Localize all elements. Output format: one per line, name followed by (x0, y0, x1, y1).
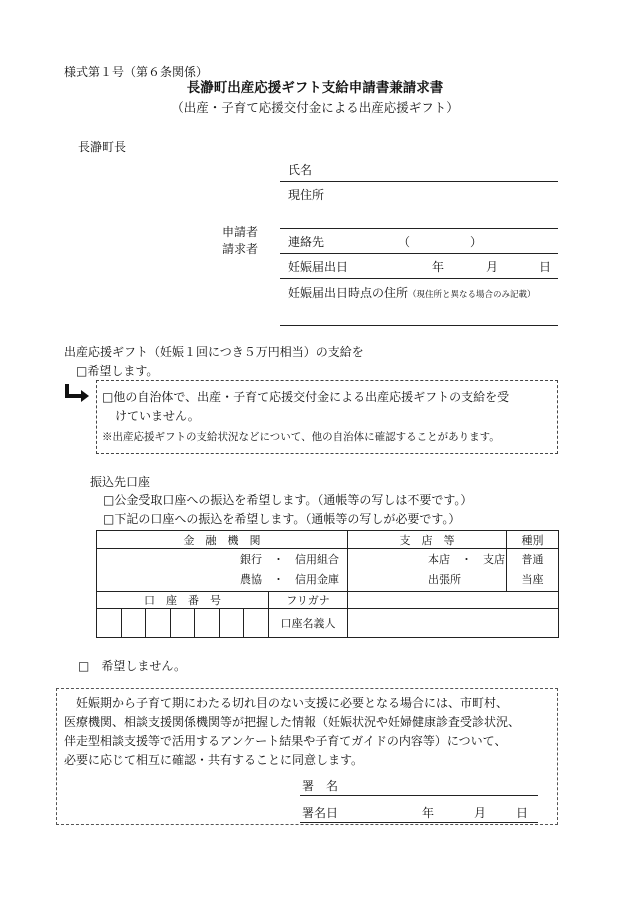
branch-cell[interactable] (348, 549, 507, 592)
bank-types-line2: 農協 ・ 信用金庫 (240, 573, 339, 586)
table-row (97, 592, 559, 609)
consent-line2: 医療機関、相談支援関係機関等が把握した情報（妊娠状況や妊婦健康診査受診状況、 (64, 715, 521, 729)
name-underline (280, 181, 558, 182)
other-municipality-line2: けていません。 (115, 409, 200, 423)
account-type-ordinary: 普通 (521, 553, 544, 566)
claimant-label: 請求者 (222, 242, 259, 256)
consent-line4: 必要に応じて相互に確認・共有することに同意します。 (64, 753, 364, 767)
header-type: 種別 (507, 531, 559, 549)
pregnancy-day: 日 (539, 260, 552, 274)
form-number: 様式第１号（第６条関係） (64, 65, 209, 79)
signature-label: 署 名 (302, 779, 339, 793)
pregnancy-year: 年 (432, 260, 445, 274)
contact-underline (280, 253, 558, 254)
address-underline (280, 228, 558, 229)
branch-types-line2: 出張所 (428, 573, 461, 586)
pregnancy-date-label: 妊娠届出日 (288, 260, 349, 274)
signature-day: 日 (516, 806, 529, 820)
furigana-label: フリガナ (269, 592, 348, 609)
signature-date-label: 署名日 (302, 806, 339, 820)
branch-types-line1: 本店 ・ 支店 (428, 553, 505, 566)
account-number-digits[interactable] (97, 609, 269, 638)
other-municipality-check[interactable]: □他の自治体で、出産・子育て応援交付金による出産応援ギフトの支給を受 (102, 390, 510, 404)
bank-table (96, 530, 559, 638)
table-row (97, 531, 559, 549)
name-label: 氏名 (288, 163, 313, 177)
gift-question: 出産応援ギフト（妊娠１回につき５万円相当）の支給を (64, 345, 364, 359)
bank-name-cell[interactable] (97, 549, 348, 592)
contact-paren-open: （ (398, 235, 411, 249)
pregnancy-address-note: （現住所と異なる場合のみ記載） (408, 290, 536, 300)
pregnancy-address-label: 妊娠届出日時点の住所（現住所と異なる場合のみ記載） (288, 286, 536, 300)
consent-line1: 妊娠期から子育て期にわたる切れ目のない支援に必要となる場合には、市町村、 (76, 696, 509, 710)
header-institution: 金 融 機 関 (97, 531, 348, 549)
table-row (97, 549, 559, 592)
addressee: 長瀞町長 (78, 140, 127, 154)
form-subtitle: （出産・子育て応援交付金による出産応援ギフト） (171, 100, 459, 115)
contact-label: 連絡先 (288, 235, 325, 249)
signature-date-underline[interactable] (300, 822, 538, 823)
applicant-label: 申請者 (222, 225, 259, 239)
contact-paren-close: ） (470, 235, 483, 249)
pregnancy-month: 月 (486, 260, 499, 274)
account-number-header: 口 座 番 号 (97, 592, 269, 609)
form-title: 長瀞町出産応援ギフト支給申請書兼請求書 (186, 80, 444, 96)
signature-year: 年 (422, 806, 435, 820)
account-type-current: 当座 (521, 573, 544, 586)
pregnancy-date-underline (280, 278, 558, 279)
pregnancy-address-underline (280, 325, 558, 326)
option-public-account[interactable]: □公金受取口座への振込を希望します。（通帳等の写しは不要です。） (103, 493, 473, 507)
other-municipality-note: ※出産応援ギフトの支給状況などについて、他の自治体に確認することがあります。 (102, 431, 500, 443)
account-holder-label: 口座名義人 (269, 609, 348, 638)
consent-line3: 伴走型相談支援等で活用するアンケート結果や子育てガイドの内容等）について、 (64, 734, 507, 748)
arrow-right-icon (63, 382, 93, 404)
address-label: 現住所 (288, 188, 325, 202)
option-not-want[interactable]: □ 希望しません。 (78, 659, 187, 673)
signature-month: 月 (474, 806, 487, 820)
header-branch: 支 店 等 (348, 531, 507, 549)
transfer-heading: 振込先口座 (90, 475, 151, 489)
option-below-account[interactable]: □下記の口座への振込を希望します。（通帳等の写しが必要です。） (103, 512, 461, 526)
account-type-cell[interactable] (507, 549, 559, 592)
table-row (97, 609, 559, 638)
option-want[interactable]: □希望します。 (76, 364, 159, 378)
furigana-input[interactable] (348, 592, 559, 609)
bank-types-line1: 銀行 ・ 信用組合 (240, 553, 339, 566)
account-holder-input[interactable] (348, 609, 559, 638)
signature-underline[interactable] (300, 795, 538, 796)
